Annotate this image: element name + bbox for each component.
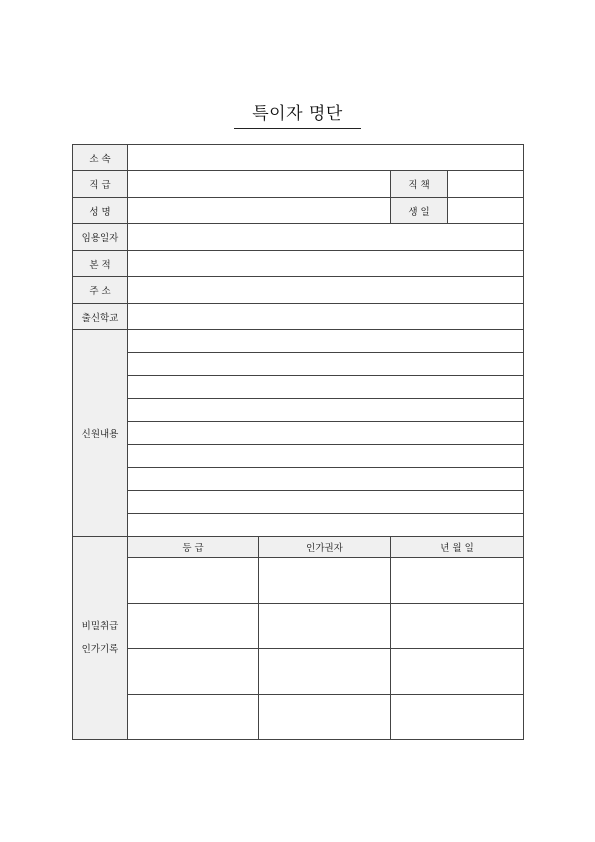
background-line[interactable] (128, 422, 524, 445)
background-line[interactable] (128, 330, 524, 353)
secret-cell-approver[interactable] (259, 649, 391, 695)
label-secret-line1: 비밀취급 (81, 621, 119, 632)
label-secret-line2: 인가기록 (81, 644, 119, 655)
secret-cell-date[interactable] (391, 649, 524, 695)
label-grade: 직 급 (73, 171, 128, 198)
label-address: 주 소 (73, 277, 128, 304)
background-line[interactable] (128, 353, 524, 376)
field-school[interactable] (128, 304, 524, 330)
background-line[interactable] (128, 399, 524, 422)
background-line[interactable] (128, 491, 524, 514)
field-appointment-date[interactable] (128, 224, 524, 251)
label-secret-clearance (73, 537, 128, 740)
secret-cell-grade[interactable] (128, 649, 259, 695)
label-position: 직 책 (391, 171, 448, 198)
page-title: 특이자 명단 (234, 100, 361, 129)
field-grade[interactable] (128, 171, 391, 198)
column-header-grade: 등 급 (128, 537, 259, 558)
label-birth: 생 일 (391, 198, 448, 224)
secret-cell-approver[interactable] (259, 558, 391, 604)
secret-cell-approver[interactable] (259, 604, 391, 649)
label-appointment-date: 임용일자 (73, 224, 128, 251)
field-hometown[interactable] (128, 251, 524, 277)
background-line[interactable] (128, 376, 524, 399)
secret-cell-date[interactable] (391, 558, 524, 604)
column-header-approver: 인가권자 (259, 537, 391, 558)
secret-cell-date[interactable] (391, 604, 524, 649)
field-address[interactable] (128, 277, 524, 304)
field-affiliation[interactable] (128, 145, 524, 171)
label-school: 출신학교 (73, 304, 128, 330)
label-hometown: 본 적 (73, 251, 128, 277)
secret-cell-grade[interactable] (128, 604, 259, 649)
field-position[interactable] (448, 171, 524, 198)
field-name[interactable] (128, 198, 391, 224)
personnel-form (72, 144, 524, 740)
column-header-date: 년 월 일 (391, 537, 524, 558)
secret-cell-approver[interactable] (259, 695, 391, 740)
secret-cell-grade[interactable] (128, 695, 259, 740)
label-name: 성 명 (73, 198, 128, 224)
background-line[interactable] (128, 468, 524, 491)
secret-cell-grade[interactable] (128, 558, 259, 604)
label-affiliation: 소 속 (73, 145, 128, 171)
label-background: 신원내용 (73, 330, 128, 537)
field-birth[interactable] (448, 198, 524, 224)
background-line[interactable] (128, 514, 524, 537)
background-line[interactable] (128, 445, 524, 468)
secret-cell-date[interactable] (391, 695, 524, 740)
